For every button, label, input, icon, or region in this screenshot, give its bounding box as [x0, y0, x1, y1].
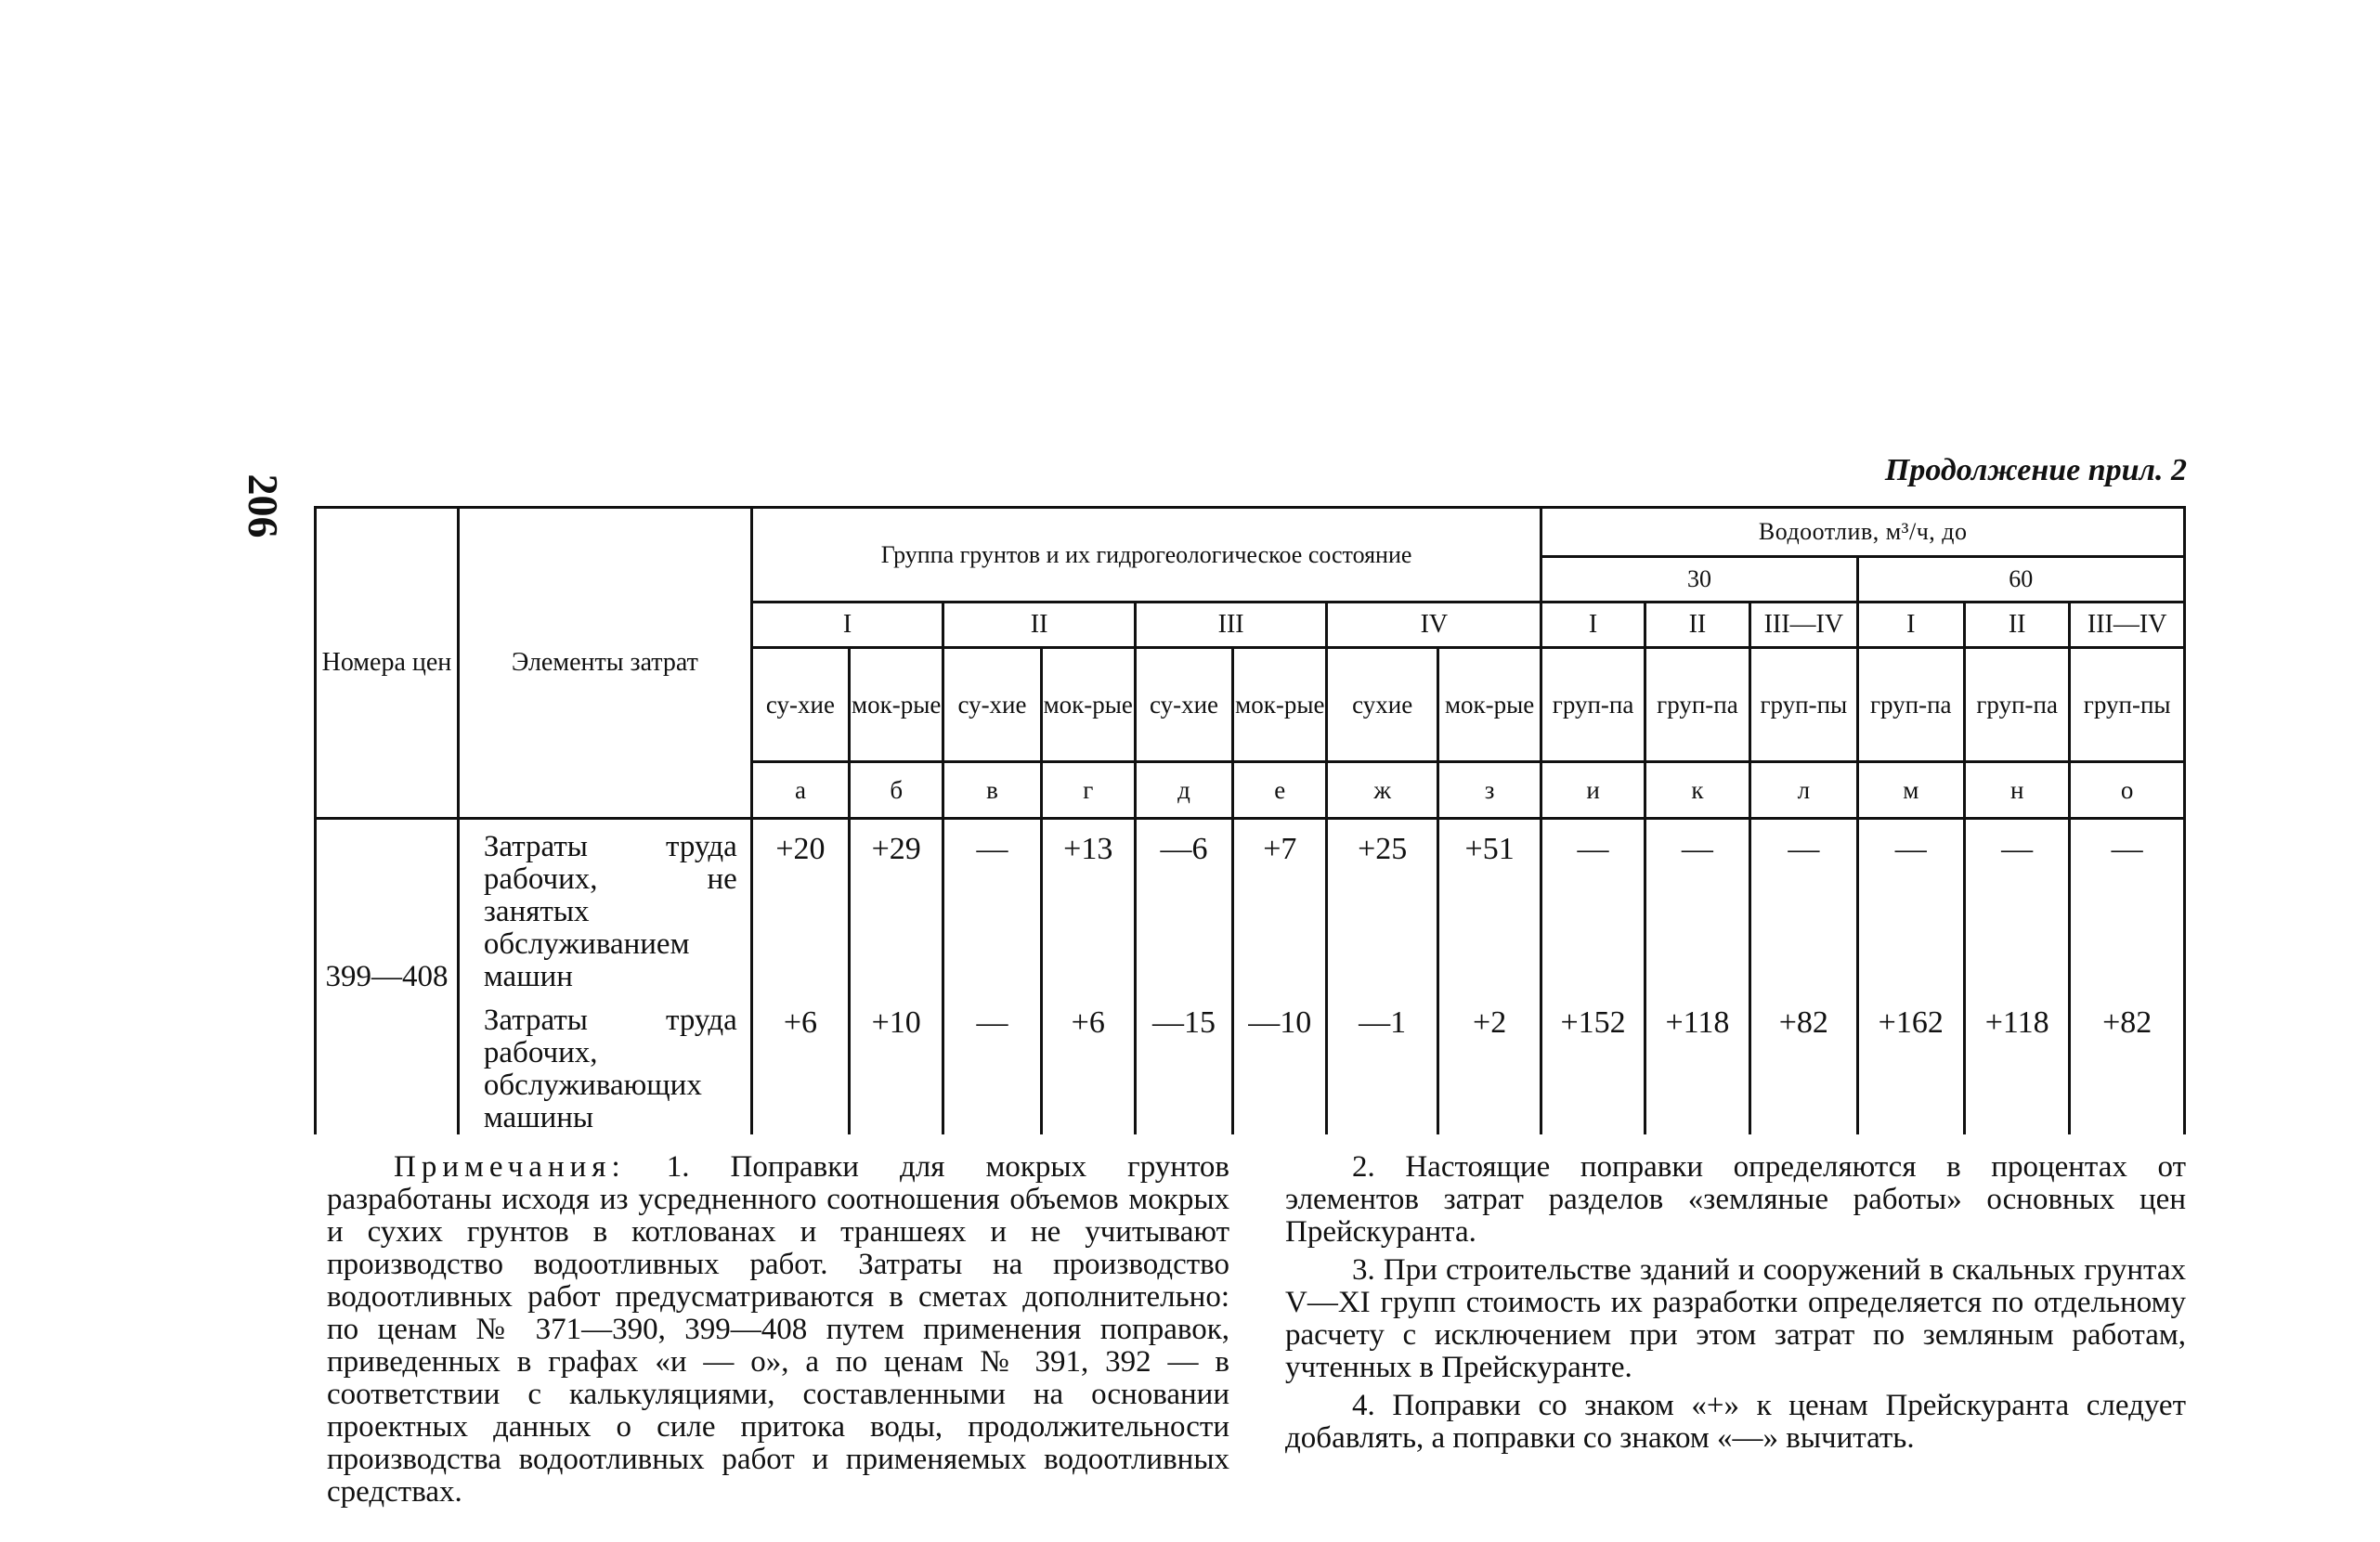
- header-state: мок-рые: [1041, 648, 1135, 762]
- note-4: 4. Поправки со знаком «+» к ценам Прейскуранта следует добавлять, а поправки со знаком «—» вычитать.: [1285, 1388, 2186, 1455]
- header-state: мок-рые: [850, 648, 943, 762]
- notes-heading: Примечания:: [394, 1150, 626, 1184]
- value-cell: —: [1857, 819, 1964, 993]
- value-cell: —: [1541, 819, 1645, 993]
- value-cell: +6: [1041, 993, 1135, 1134]
- value-cell: —15: [1135, 993, 1232, 1134]
- header-group-3: III: [1135, 603, 1327, 648]
- table-row: [316, 819, 2185, 993]
- value-cell: +162: [1857, 993, 1964, 1134]
- header-dew-state: груп-па: [1964, 648, 2069, 762]
- notes-left-column: [327, 1151, 1229, 1509]
- header-dew-group: I: [1541, 603, 1645, 648]
- table-row: [316, 993, 2185, 1134]
- value-cell: +82: [1750, 993, 1857, 1134]
- header-dew-group: II: [1645, 603, 1749, 648]
- value-cell: +29: [850, 819, 943, 993]
- header-state: су-хие: [943, 648, 1041, 762]
- header-group-1: I: [751, 603, 943, 648]
- header-state: су-хие: [751, 648, 849, 762]
- corrections-table: [314, 506, 2186, 1134]
- page-number: 206: [240, 473, 287, 538]
- header-letter: л: [1750, 762, 1857, 819]
- header-letter: з: [1437, 762, 1541, 819]
- value-cell: +25: [1327, 819, 1437, 993]
- value-cell: —: [2070, 819, 2185, 993]
- continuation-title: Продолжение прил. 2: [1884, 453, 2187, 487]
- header-dew-group: III—IV: [1750, 603, 1857, 648]
- value-cell: +6: [751, 993, 849, 1134]
- header-letter: е: [1233, 762, 1327, 819]
- header-dew-state: груп-пы: [2070, 648, 2185, 762]
- header-dew-group: I: [1857, 603, 1964, 648]
- header-letter: г: [1041, 762, 1135, 819]
- value-cell: —: [943, 819, 1041, 993]
- header-letter: м: [1857, 762, 1964, 819]
- header-letter: б: [850, 762, 943, 819]
- note-3: 3. При строительстве зданий и сооружений в скальных грунтах V—XI групп стоимость их разработки определяется по отдельному расчету с исключением при этом затрат по земляным работам, учтенных в Прейскуранте.: [1285, 1252, 2186, 1384]
- header-price-numbers: Номера цен: [316, 508, 459, 819]
- value-cell: +7: [1233, 819, 1327, 993]
- value-cell: +118: [1645, 993, 1749, 1134]
- note-1: 1. Поправки для мокрых грунтов разработаны исходя из усредненного соотношения объемов мокрых и сухих грунтов в котлованах и траншеях и не учитывают производство водоотливных работ. Затраты на производство водоотливных работ предусматриваются в сметах дополнительно: по ценам № 371—390, 399—408 путем применения поправок, приведенных в графах «и — о», а по ценам № 391, 392 — в соответствии с калькуляциями, составленными на основании проектных данных о силе притока воды, продолжительности производства водоотливных работ и применяемых водоотливных средствах.: [327, 1150, 1230, 1509]
- value-cell: +51: [1437, 819, 1541, 993]
- cost-element-cell: Затраты труда рабочих, обслуживающих машины: [458, 993, 751, 1134]
- header-group-4: IV: [1327, 603, 1541, 648]
- header-letter: ж: [1327, 762, 1437, 819]
- header-dew-state: груп-па: [1645, 648, 1749, 762]
- cost-element-cell: Затраты труда рабочих, не занятых обслуживанием машин: [458, 819, 751, 993]
- header-letter: д: [1135, 762, 1232, 819]
- header-state: су-хие: [1135, 648, 1232, 762]
- header-state: мок-рые: [1233, 648, 1327, 762]
- header-letter: и: [1541, 762, 1645, 819]
- header-letter: в: [943, 762, 1041, 819]
- header-dewatering: Водоотлив, м³/ч, до: [1541, 508, 2185, 557]
- header-letter: о: [2070, 762, 2185, 819]
- value-cell: +152: [1541, 993, 1645, 1134]
- header-cost-elements: Элементы затрат: [458, 508, 751, 819]
- header-letter: н: [1964, 762, 2069, 819]
- note-2: 2. Настоящие поправки определяются в процентах от элементов затрат разделов «земляные работы» основных цен Прейскуранта.: [1285, 1150, 2186, 1249]
- header-dew-state: груп-па: [1541, 648, 1645, 762]
- header-rate-60: 60: [1857, 557, 2184, 603]
- value-cell: +10: [850, 993, 943, 1134]
- value-cell: —: [1750, 819, 1857, 993]
- notes-right-column: [1285, 1151, 2186, 1460]
- price-numbers-cell: 399—408: [316, 819, 459, 1134]
- header-soil-group: Группа грунтов и их гидрогеологическое состояние: [751, 508, 1541, 603]
- header-rate-30: 30: [1541, 557, 1857, 603]
- value-cell: —1: [1327, 993, 1437, 1134]
- header-group-2: II: [943, 603, 1136, 648]
- header-letter: к: [1645, 762, 1749, 819]
- value-cell: —: [1645, 819, 1749, 993]
- header-dew-group: III—IV: [2070, 603, 2185, 648]
- value-cell: —6: [1135, 819, 1232, 993]
- value-cell: +13: [1041, 819, 1135, 993]
- header-state: мок-рые: [1437, 648, 1541, 762]
- value-cell: +2: [1437, 993, 1541, 1134]
- value-cell: —10: [1233, 993, 1327, 1134]
- header-dew-state: груп-па: [1857, 648, 1964, 762]
- value-cell: +82: [2070, 993, 2185, 1134]
- value-cell: —: [943, 993, 1041, 1134]
- header-dew-state: груп-пы: [1750, 648, 1857, 762]
- header-state: сухие: [1327, 648, 1437, 762]
- value-cell: —: [1964, 819, 2069, 993]
- header-letter: а: [751, 762, 849, 819]
- value-cell: +118: [1964, 993, 2069, 1134]
- header-dew-group: II: [1964, 603, 2069, 648]
- value-cell: +20: [751, 819, 849, 993]
